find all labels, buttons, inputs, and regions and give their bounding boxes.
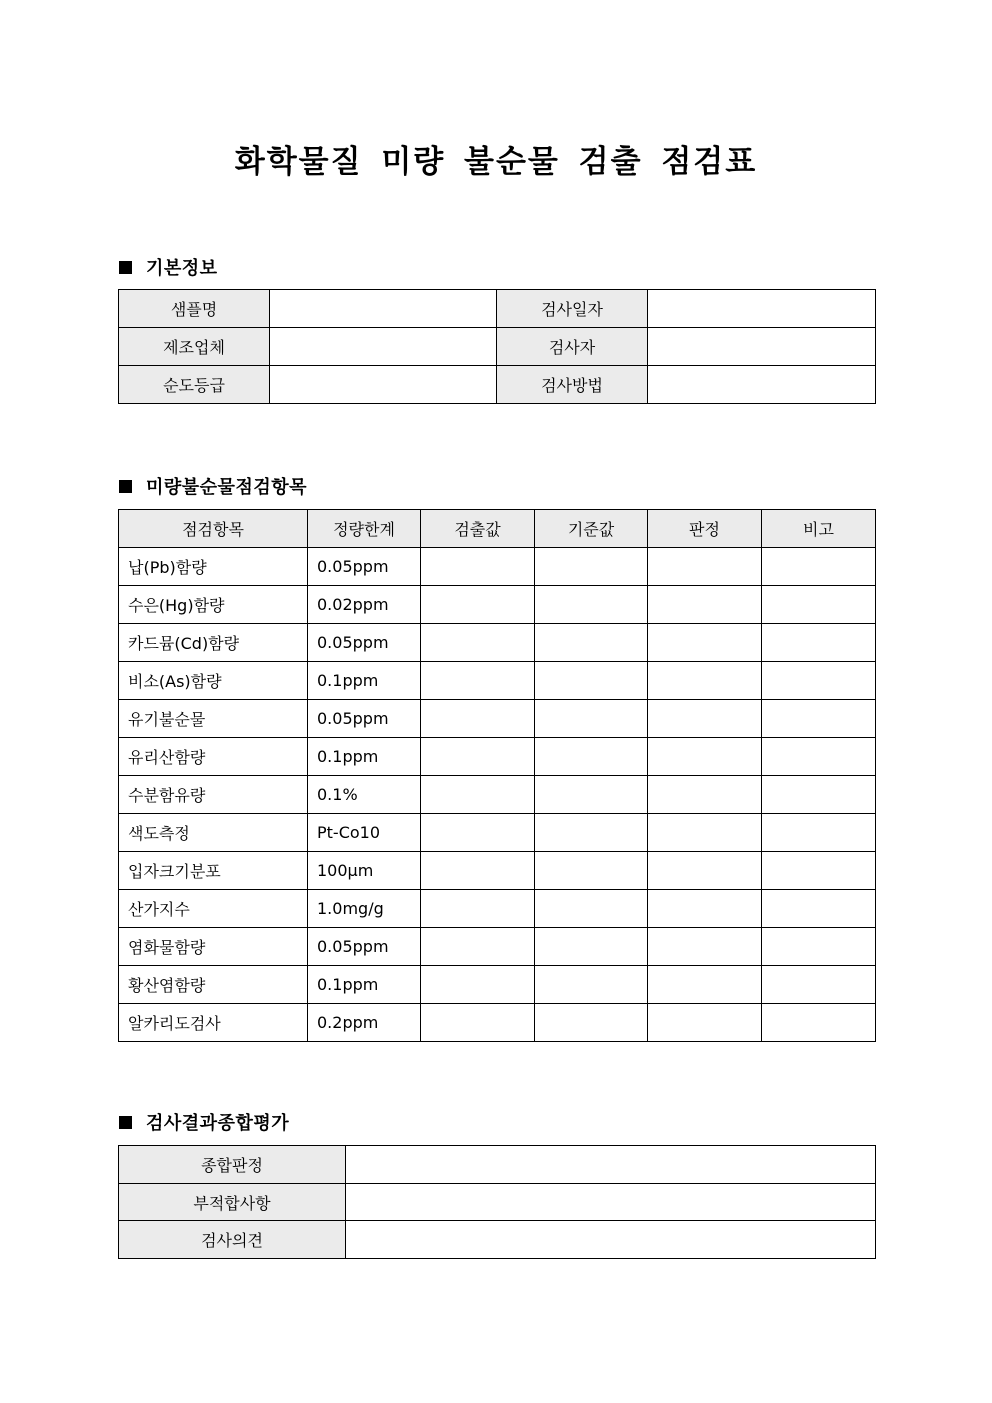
- inspection-item: 납(Pb)함량: [119, 548, 308, 586]
- standard-value-input[interactable]: [535, 586, 648, 624]
- column-header: 점검항목: [119, 510, 308, 548]
- field-label: 검사방법: [497, 366, 648, 404]
- quantitation-limit: 0.05ppm: [308, 624, 421, 662]
- remarks-input[interactable]: [762, 738, 876, 776]
- detected-value-input[interactable]: [421, 928, 535, 966]
- basic-info-row: [119, 328, 876, 366]
- summary-row: [119, 1183, 876, 1221]
- table-row: [119, 890, 876, 928]
- detected-value-input[interactable]: [421, 700, 535, 738]
- quantitation-limit: 0.1ppm: [308, 738, 421, 776]
- column-header: 검출값: [421, 510, 535, 548]
- standard-value-input[interactable]: [535, 662, 648, 700]
- impurity-items-table: [118, 509, 876, 1042]
- quantitation-limit: 0.2ppm: [308, 1004, 421, 1042]
- section-heading-label: 검사결과종합평가: [146, 1113, 290, 1134]
- inspection-item: 수분함유량: [119, 776, 308, 814]
- column-header: 기준값: [535, 510, 648, 548]
- field-value-input[interactable]: [346, 1146, 876, 1184]
- section-heading-impurity-items: [119, 473, 307, 499]
- detected-value-input[interactable]: [421, 662, 535, 700]
- table-row: [119, 738, 876, 776]
- judgment-input[interactable]: [648, 1004, 762, 1042]
- column-header: 비고: [762, 510, 876, 548]
- field-label: 검사의견: [119, 1221, 346, 1259]
- remarks-input[interactable]: [762, 966, 876, 1004]
- remarks-input[interactable]: [762, 776, 876, 814]
- field-label: 종합판정: [119, 1146, 346, 1184]
- table-row: [119, 928, 876, 966]
- quantitation-limit: 0.05ppm: [308, 928, 421, 966]
- inspection-item: 염화물함량: [119, 928, 308, 966]
- detected-value-input[interactable]: [421, 814, 535, 852]
- quantitation-limit: 100μm: [308, 852, 421, 890]
- field-value-input[interactable]: [270, 366, 497, 404]
- inspection-item: 황산염함량: [119, 966, 308, 1004]
- basic-info-row: [119, 290, 876, 328]
- inspection-item: 색도측정: [119, 814, 308, 852]
- detected-value-input[interactable]: [421, 966, 535, 1004]
- table-row: [119, 1004, 876, 1042]
- column-header: 판정: [648, 510, 762, 548]
- inspection-item: 유기불순물: [119, 700, 308, 738]
- basic-info-row: [119, 366, 876, 404]
- inspection-item: 입자크기분포: [119, 852, 308, 890]
- field-value-input[interactable]: [270, 328, 497, 366]
- judgment-input[interactable]: [648, 928, 762, 966]
- standard-value-input[interactable]: [535, 852, 648, 890]
- judgment-input[interactable]: [648, 662, 762, 700]
- table-row: [119, 548, 876, 586]
- section-heading-summary: [119, 1109, 289, 1135]
- inspection-item: 카드뮴(Cd)함량: [119, 624, 308, 662]
- detected-value-input[interactable]: [421, 776, 535, 814]
- basic-info-table: [118, 289, 876, 404]
- field-label: 순도등급: [119, 366, 270, 404]
- inspection-item: 수은(Hg)함량: [119, 586, 308, 624]
- detected-value-input[interactable]: [421, 852, 535, 890]
- quantitation-limit: 0.1ppm: [308, 662, 421, 700]
- detected-value-input[interactable]: [421, 548, 535, 586]
- field-label: 검사일자: [497, 290, 648, 328]
- standard-value-input[interactable]: [535, 1004, 648, 1042]
- remarks-input[interactable]: [762, 662, 876, 700]
- table-row: [119, 852, 876, 890]
- field-value-input[interactable]: [346, 1221, 876, 1259]
- quantitation-limit: 0.1ppm: [308, 966, 421, 1004]
- square-bullet-icon: [119, 261, 132, 274]
- inspection-item: 유리산함량: [119, 738, 308, 776]
- remarks-input[interactable]: [762, 700, 876, 738]
- detected-value-input[interactable]: [421, 738, 535, 776]
- table-row: [119, 776, 876, 814]
- detected-value-input[interactable]: [421, 890, 535, 928]
- field-value-input[interactable]: [648, 328, 876, 366]
- judgment-input[interactable]: [648, 890, 762, 928]
- quantitation-limit: Pt-Co10: [308, 814, 421, 852]
- field-value-input[interactable]: [648, 290, 876, 328]
- judgment-input[interactable]: [648, 738, 762, 776]
- quantitation-limit: 0.05ppm: [308, 548, 421, 586]
- summary-row: [119, 1146, 876, 1184]
- field-value-input[interactable]: [270, 290, 497, 328]
- judgment-input[interactable]: [648, 624, 762, 662]
- remarks-input[interactable]: [762, 928, 876, 966]
- inspection-item: 비소(As)함량: [119, 662, 308, 700]
- standard-value-input[interactable]: [535, 928, 648, 966]
- table-header-row: [119, 510, 876, 548]
- quantitation-limit: 0.1%: [308, 776, 421, 814]
- field-label: 제조업체: [119, 328, 270, 366]
- standard-value-input[interactable]: [535, 890, 648, 928]
- remarks-input[interactable]: [762, 586, 876, 624]
- field-label: 검사자: [497, 328, 648, 366]
- summary-row: [119, 1221, 876, 1259]
- table-row: [119, 586, 876, 624]
- remarks-input[interactable]: [762, 890, 876, 928]
- remarks-input[interactable]: [762, 1004, 876, 1042]
- remarks-input[interactable]: [762, 624, 876, 662]
- standard-value-input[interactable]: [535, 776, 648, 814]
- remarks-input[interactable]: [762, 814, 876, 852]
- square-bullet-icon: [119, 1116, 132, 1129]
- quantitation-limit: 0.02ppm: [308, 586, 421, 624]
- table-row: [119, 624, 876, 662]
- judgment-input[interactable]: [648, 814, 762, 852]
- standard-value-input[interactable]: [535, 738, 648, 776]
- field-value-input[interactable]: [648, 366, 876, 404]
- standard-value-input[interactable]: [535, 814, 648, 852]
- inspection-item: 알카리도검사: [119, 1004, 308, 1042]
- detected-value-input[interactable]: [421, 586, 535, 624]
- section-heading-label: 기본정보: [146, 258, 218, 279]
- inspection-item: 산가지수: [119, 890, 308, 928]
- judgment-input[interactable]: [648, 548, 762, 586]
- standard-value-input[interactable]: [535, 624, 648, 662]
- column-header: 정량한계: [308, 510, 421, 548]
- standard-value-input[interactable]: [535, 966, 648, 1004]
- judgment-input[interactable]: [648, 700, 762, 738]
- page-title: 화학물질 미량 불순물 검출 점검표: [234, 144, 758, 180]
- standard-value-input[interactable]: [535, 700, 648, 738]
- detected-value-input[interactable]: [421, 1004, 535, 1042]
- remarks-input[interactable]: [762, 852, 876, 890]
- standard-value-input[interactable]: [535, 548, 648, 586]
- quantitation-limit: 0.05ppm: [308, 700, 421, 738]
- square-bullet-icon: [119, 480, 132, 493]
- judgment-input[interactable]: [648, 966, 762, 1004]
- table-row: [119, 966, 876, 1004]
- detected-value-input[interactable]: [421, 624, 535, 662]
- section-heading-basic-info: [119, 254, 218, 280]
- field-label: 부적합사항: [119, 1183, 346, 1221]
- remarks-input[interactable]: [762, 548, 876, 586]
- judgment-input[interactable]: [648, 776, 762, 814]
- table-row: [119, 700, 876, 738]
- field-label: 샘플명: [119, 290, 270, 328]
- summary-evaluation-table: [118, 1145, 876, 1259]
- judgment-input[interactable]: [648, 586, 762, 624]
- section-heading-label: 미량불순물점검항목: [146, 477, 307, 498]
- field-value-input[interactable]: [346, 1183, 876, 1221]
- table-row: [119, 814, 876, 852]
- table-row: [119, 662, 876, 700]
- judgment-input[interactable]: [648, 852, 762, 890]
- quantitation-limit: 1.0mg/g: [308, 890, 421, 928]
